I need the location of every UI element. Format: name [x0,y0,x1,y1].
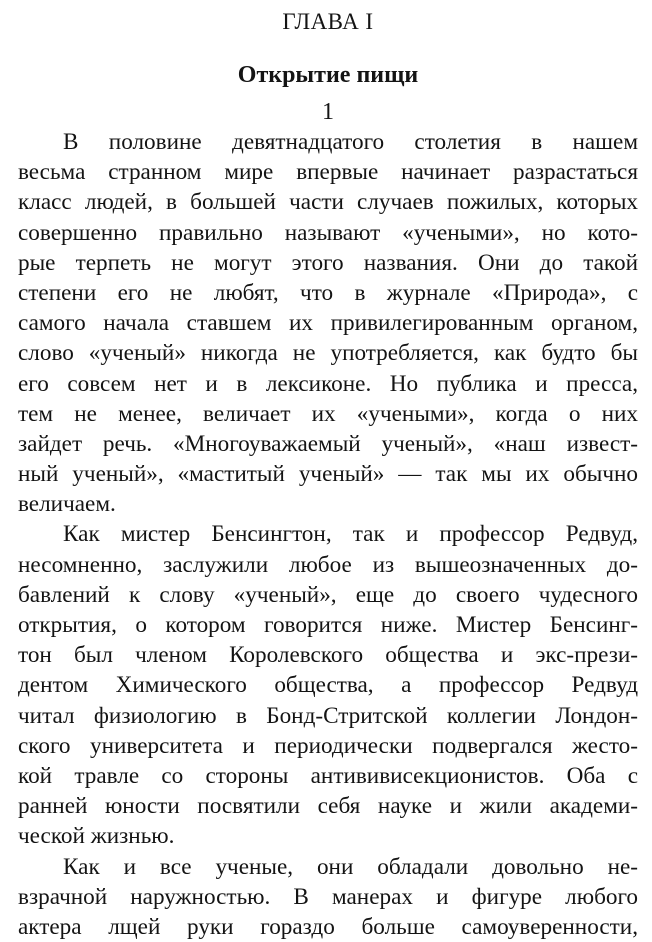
text-line: В половине девятнадцатого столетия в нашем [63,129,638,155]
text-line: самого начала ставшем их привилегированным органом, [18,310,638,337]
text-line: рые терпеть не могут этого названия. Они до такой [18,249,638,276]
text-line: тон был членом Королевского общества и экс-прези- [18,642,638,669]
text-line: ческой жизнью. [18,823,175,850]
text-line: его совсем нет и в лексиконе. Но публика и пресса, [18,370,638,397]
text-line: степени его не любят, что в журнале «Природа», с [18,279,638,306]
text-line: ранней юности посвятили себя науке и жили академи- [18,793,638,820]
text-line: тем не менее, величает их «учеными», когда о них [18,400,638,427]
text-line: класс людей, в большей части случаев пожилых, которых [18,189,638,216]
text-line: кой травле со стороны антививисекционистов. Оба с [18,762,638,789]
text-line: ный ученый», «маститый ученый» — так мы их обычно [18,461,638,488]
text-line: актера лщей руки гораздо больше самоуверенности, [18,913,638,940]
text-line: слово «ученый» никогда не употребляется, как будто бы [18,340,638,367]
text-line: Как мистер Бенсингтон, так и профессор Редвуд, [63,521,638,548]
text-line: дентом Химического общества, а профессор Редвуд [18,672,638,699]
section-number: 1 [322,99,334,125]
text-line: весьма странном мире впервые начинает разрастаться [18,159,638,186]
text-line: ского университета и периодически подвергался жесто- [18,732,638,759]
text-line: взрачной наружностью. В манерах и фигуре любого [18,883,638,910]
text-line: бавлений к слову «ученый», еще до своего чудесного [18,581,638,608]
text-line: совершенно правильно называют «учеными», но кото- [18,219,638,246]
text-line: зайдет речь. «Многоуважаемый ученый», «наш извест- [18,430,638,457]
body-text [18,127,638,942]
text-line: читал физиологию в Бонд-Стритской коллегии Лондон- [18,702,638,729]
text-line: несомненно, заслужили любое из вышеозначенных до- [18,551,638,578]
chapter-title: Открытие пищи [237,62,419,88]
text-line: Как и все ученые, они обладали довольно не- [63,853,638,880]
text-line: величаем. [18,491,116,518]
chapter-heading: ГЛАВА I [282,9,374,34]
text-line: открытия, о котором говорится ниже. Мистер Бенсинг- [18,612,638,638]
